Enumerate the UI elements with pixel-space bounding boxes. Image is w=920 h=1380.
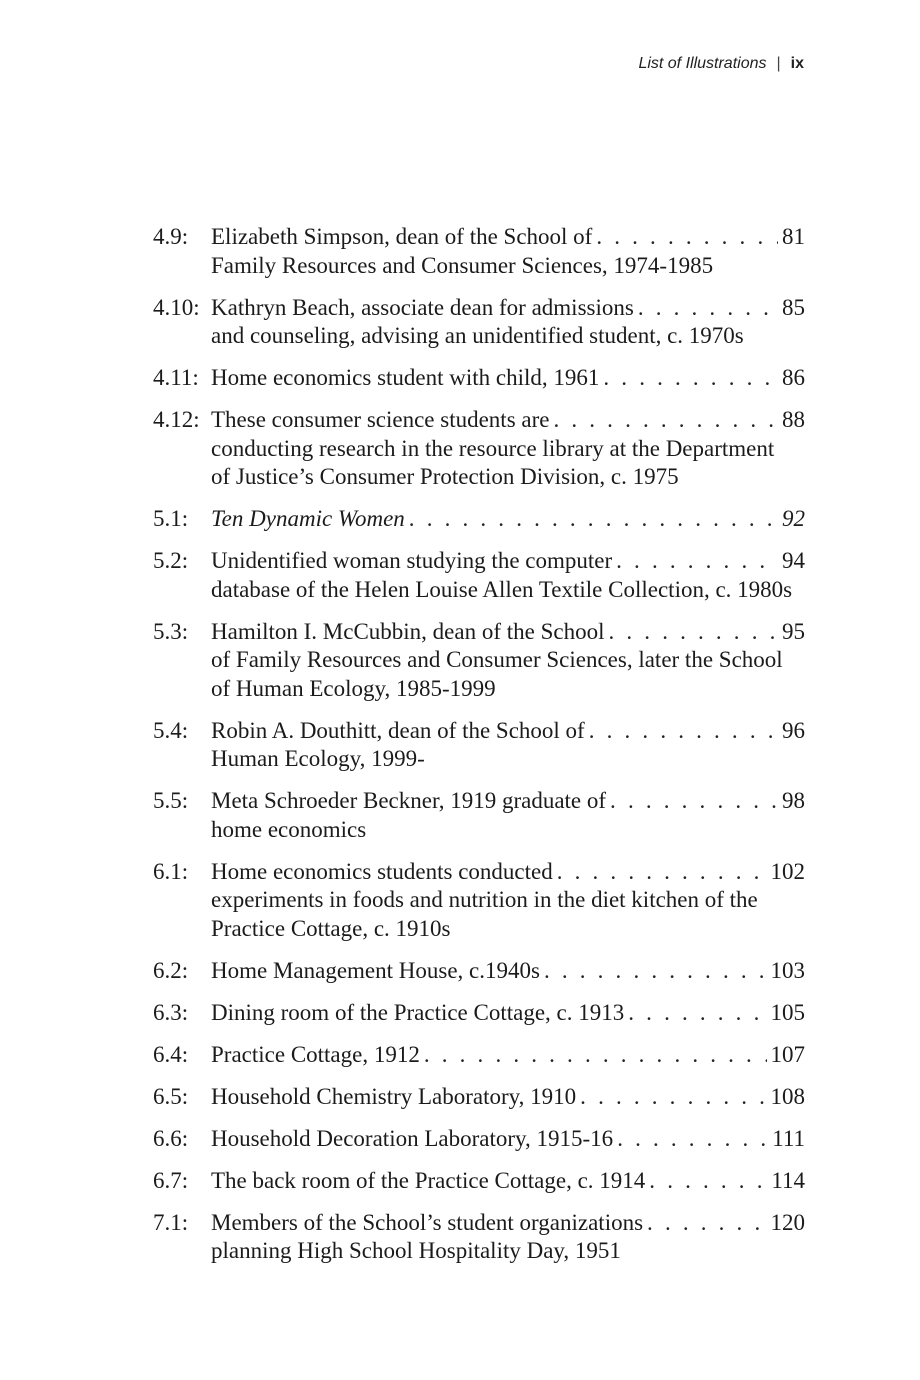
- illustration-entry: [153, 1167, 805, 1196]
- entry-caption: [211, 223, 805, 280]
- illustration-entry: [153, 858, 805, 944]
- running-header-separator: |: [776, 55, 781, 72]
- page-reference: 105: [770, 999, 805, 1025]
- dot-leader: [540, 957, 767, 986]
- folio-page-number: ix: [790, 55, 804, 72]
- caption-continuation-line: of Justice’s Consumer Protection Division, c. 1975: [211, 464, 679, 489]
- caption-first-line: [211, 858, 805, 887]
- dot-leader: [585, 717, 778, 746]
- page-reference: 102: [770, 858, 805, 884]
- running-header: [638, 55, 804, 73]
- caption-continuation-line: planning High School Hospitality Day, 1951: [211, 1238, 621, 1263]
- dot-leader: [612, 547, 778, 576]
- caption-text: Household Chemistry Laboratory, 1910: [211, 1083, 577, 1109]
- page-reference: 88: [782, 407, 805, 432]
- figure-number: 5.3:: [153, 618, 189, 644]
- figure-number: 5.5:: [153, 788, 189, 813]
- page-reference: 81: [782, 224, 805, 249]
- caption-first-line: [211, 1125, 805, 1154]
- illustration-entry: [153, 717, 805, 774]
- caption-first-line: [211, 406, 805, 435]
- entry-caption: [211, 364, 805, 393]
- entry-caption: [211, 1125, 805, 1154]
- caption-first-line: [211, 787, 805, 816]
- caption-text: Dining room of the Practice Cottage, c. 1913: [211, 999, 625, 1025]
- caption-text: Meta Schroeder Beckner, 1919 graduate of: [211, 788, 607, 813]
- illustration-entry: [153, 618, 805, 704]
- entry-caption: [211, 618, 805, 704]
- figure-number: 5.4:: [153, 717, 189, 743]
- caption-text: Household Decoration Laboratory, 1915-16: [211, 1125, 614, 1151]
- illustration-entry: [153, 1083, 805, 1112]
- illustration-entry: [153, 294, 805, 351]
- caption-text: Elizabeth Simpson, dean of the School of: [211, 224, 593, 249]
- caption-text: The back room of the Practice Cottage, c. 1914: [211, 1167, 646, 1193]
- dot-leader: [592, 223, 778, 252]
- figure-number: 4.11:: [153, 365, 199, 390]
- dot-leader: [605, 618, 779, 647]
- caption-first-line: [211, 717, 805, 746]
- caption-text: Unidentified woman studying the computer: [211, 548, 613, 573]
- page-reference: 95: [782, 618, 805, 644]
- entry-caption: [211, 858, 805, 944]
- caption-first-line: [211, 223, 805, 252]
- entry-caption: [211, 294, 805, 351]
- entry-caption: [211, 505, 805, 534]
- illustration-entry: [153, 999, 805, 1028]
- figure-number: 6.6:: [153, 1125, 189, 1151]
- entry-caption: [211, 1209, 805, 1266]
- caption-continuation-line: Practice Cottage, c. 1910s: [211, 915, 451, 941]
- illustration-entry: [153, 547, 805, 604]
- caption-first-line: [211, 505, 805, 534]
- dot-leader: [634, 294, 778, 323]
- page-reference: 103: [770, 957, 805, 983]
- caption-text: Ten Dynamic Women: [211, 506, 405, 531]
- illustration-entry: [153, 1209, 805, 1266]
- caption-text: Home economics student with child, 1961: [211, 365, 600, 390]
- dot-leader: [606, 787, 778, 816]
- figure-number: 7.1:: [153, 1209, 189, 1235]
- dot-leader: [549, 406, 778, 435]
- caption-text: Home Management House, c.1940s: [211, 957, 540, 983]
- figure-number: 5.2:: [153, 548, 189, 573]
- page-reference: 96: [782, 717, 805, 743]
- caption-text: Home economics students conducted: [211, 858, 553, 884]
- entry-caption: [211, 1167, 805, 1196]
- page-reference: 98: [782, 788, 805, 813]
- figure-number: 4.10:: [153, 294, 200, 320]
- illustration-entry: [153, 1041, 805, 1070]
- page-reference: 92: [782, 506, 805, 531]
- illustration-entry: [153, 1125, 805, 1154]
- caption-first-line: [211, 294, 805, 323]
- page-reference: 108: [770, 1083, 805, 1109]
- dot-leader: [645, 1167, 767, 1196]
- running-header-title: List of Illustrations: [638, 55, 767, 72]
- entry-caption: [211, 406, 805, 492]
- caption-text: Hamilton I. McCubbin, dean of the School: [211, 618, 605, 644]
- entry-caption: [211, 1083, 805, 1112]
- caption-first-line: [211, 957, 805, 986]
- page-reference: 107: [770, 1041, 805, 1067]
- entry-caption: [211, 999, 805, 1028]
- dot-leader: [405, 505, 778, 534]
- illustrations-list: [153, 223, 805, 1279]
- illustration-entry: [153, 787, 805, 844]
- caption-first-line: [211, 618, 805, 647]
- caption-first-line: [211, 1209, 805, 1238]
- figure-number: 6.1:: [153, 858, 189, 884]
- caption-first-line: [211, 1083, 805, 1112]
- dot-leader: [643, 1209, 766, 1238]
- page-reference: 111: [772, 1125, 805, 1151]
- caption-text: These consumer science students are: [211, 407, 550, 432]
- illustration-entry: [153, 505, 805, 534]
- figure-number: 6.5:: [153, 1083, 189, 1109]
- caption-continuation-line: Family Resources and Consumer Sciences, 1974-1985: [211, 252, 714, 278]
- figure-number: 6.4:: [153, 1041, 189, 1067]
- caption-text: Practice Cottage, 1912: [211, 1041, 420, 1067]
- figure-number: 6.7:: [153, 1167, 189, 1193]
- dot-leader: [420, 1041, 767, 1070]
- caption-continuation-line: Human Ecology, 1999-: [211, 746, 425, 771]
- dot-leader: [599, 364, 778, 393]
- caption-first-line: [211, 547, 805, 576]
- dot-leader: [553, 858, 767, 887]
- entry-caption: [211, 787, 805, 844]
- dot-leader: [624, 999, 766, 1028]
- entry-caption: [211, 957, 805, 986]
- caption-text: Robin A. Douthitt, dean of the School of: [211, 717, 585, 743]
- page-reference: 94: [782, 548, 805, 573]
- illustration-entry: [153, 957, 805, 986]
- page-reference: 120: [770, 1209, 805, 1235]
- caption-continuation-line: of Human Ecology, 1985-1999: [211, 675, 496, 701]
- figure-number: 5.1:: [153, 506, 189, 531]
- entry-caption: [211, 717, 805, 774]
- caption-continuation-line: and counseling, advising an unidentified student, c. 1970s: [211, 323, 744, 348]
- dot-leader: [613, 1125, 768, 1154]
- page-reference: 86: [782, 365, 805, 390]
- caption-first-line: [211, 1041, 805, 1070]
- caption-continuation-line: conducting research in the resource library at the Department: [211, 435, 775, 461]
- entry-caption: [211, 547, 805, 604]
- figure-number: 4.9:: [153, 224, 189, 249]
- illustration-entry: [153, 223, 805, 280]
- page-reference: 114: [771, 1167, 805, 1193]
- figure-number: 6.3:: [153, 999, 189, 1025]
- caption-continuation-line: experiments in foods and nutrition in the diet kitchen of the: [211, 887, 758, 912]
- illustration-entry: [153, 364, 805, 393]
- dot-leader: [576, 1083, 766, 1112]
- figure-number: 6.2:: [153, 957, 189, 983]
- caption-continuation-line: database of the Helen Louise Allen Textile Collection, c. 1980s: [211, 576, 793, 602]
- entry-caption: [211, 1041, 805, 1070]
- caption-first-line: [211, 364, 805, 393]
- figure-number: 4.12:: [153, 407, 200, 432]
- caption-first-line: [211, 999, 805, 1028]
- caption-text: Kathryn Beach, associate dean for admissions: [211, 294, 634, 320]
- caption-continuation-line: home economics: [211, 816, 367, 842]
- illustration-entry: [153, 406, 805, 492]
- page-reference: 85: [782, 294, 805, 320]
- caption-text: Members of the School’s student organizations: [211, 1209, 644, 1235]
- caption-first-line: [211, 1167, 805, 1196]
- caption-continuation-line: of Family Resources and Consumer Sciences, later the School: [211, 647, 783, 672]
